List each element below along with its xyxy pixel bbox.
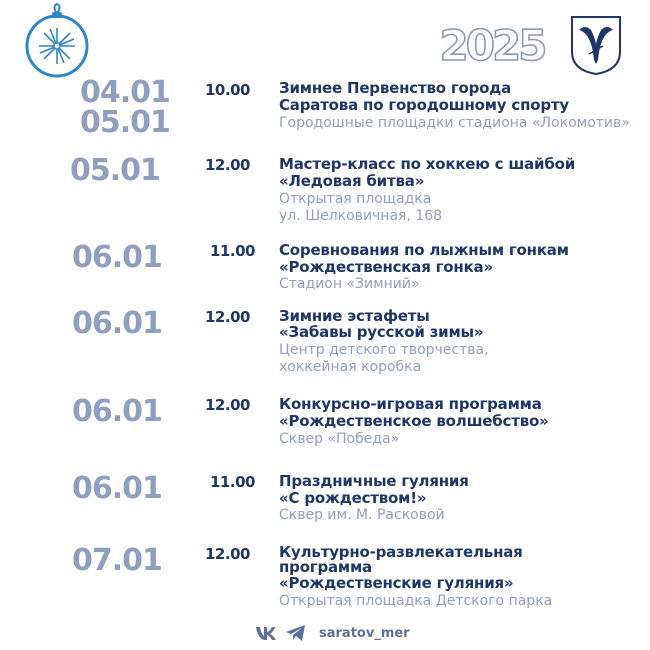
event-place: хоккейная коробка [279,359,422,375]
event-date: 06.01 [72,394,162,429]
event-title: «Рождественская гонка» [279,258,493,276]
saratov-crest-icon [569,14,623,76]
event-place: Открытая площадка Детского парка [279,593,553,609]
footer [255,623,410,643]
event-title: Культурно-развлекательная [279,543,523,561]
event-place: Городошные площадки стадиона «Локомотив» [279,115,630,131]
event-place: Сквер «Победа» [279,431,400,447]
event-title: Соревнования по лыжным гонкам [279,241,569,259]
event-title: «Рождественские гуляния» [279,574,514,592]
event-place: Центр детского творчества, [279,342,489,358]
event-title: Зимнее Первенство города [279,79,512,97]
event-title: программа [279,558,372,576]
event-title: «С рождеством!» [279,489,427,507]
event-title: «Забавы русской зимы» [279,323,484,341]
event-date: 06.01 [72,240,162,275]
event-date: 06.01 [72,471,162,506]
event-time: 11.00 [210,473,255,491]
event-title: «Ледовая битва» [279,172,425,190]
christmas-ornament-icon [22,2,92,78]
event-title: Конкурсно-игровая программа [279,395,542,413]
event-title: Зимние эстафеты [279,307,430,325]
event-time: 11.00 [210,242,255,260]
event-title: Праздничные гуляния [279,472,469,490]
year-text: 2025 [439,21,545,68]
event-time: 10.00 [205,81,250,99]
event-title: Саратова по городошному спорту [279,96,569,114]
event-place: Сквер им. М. Расковой [279,507,445,523]
event-time: 12.00 [205,396,250,414]
event-place: Открытая площадка [279,191,432,207]
event-title: Мастер-класс по хоккею с шайбой [279,155,576,173]
year-logo [436,18,548,68]
event-place: ул. Шелковичная, 168 [279,208,443,224]
event-time: 12.00 [205,308,250,326]
event-date: 06.01 [72,306,162,341]
event-time: 12.00 [205,545,250,563]
event-date: 04.01 [80,75,170,110]
vk-icon[interactable] [255,625,279,641]
event-time: 12.00 [205,156,250,174]
event-date: 07.01 [72,543,162,578]
social-handle-link[interactable]: saratov_mer [319,625,410,641]
telegram-icon[interactable] [285,624,307,642]
event-date: 05.01 [80,105,170,140]
event-title: «Рождественское волшебство» [279,412,549,430]
event-place: Стадион «Зимний» [279,276,420,292]
event-date: 05.01 [70,153,160,188]
